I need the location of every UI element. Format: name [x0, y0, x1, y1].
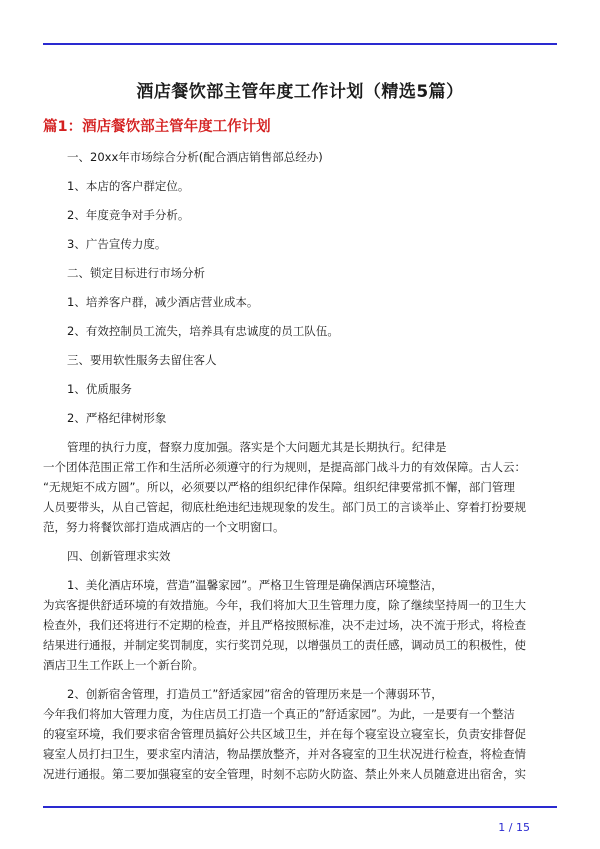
outline-item: 二、锁定目标进行市场分析 — [67, 266, 205, 280]
outline-item: 1、本店的客户群定位。 — [67, 179, 190, 193]
outline-item: 三、要用软性服务去留住客人 — [67, 353, 217, 367]
paragraph-line: 寝室人员打扫卫生，要求室内清洁，物品摆放整齐，并对各寝室的卫生状况进行检查，将检查情 — [43, 747, 526, 761]
paragraph-line: 2、创新宿舍管理，打造员工”舒适家园”宿舍的管理历来是一个薄弱环节， — [67, 687, 443, 701]
paragraph-line: 的寝室环境，我们要求宿舍管理员搞好公共区域卫生，并在每个寝室设立寝室长，负责安排督促 — [43, 727, 526, 741]
outline-item: 一、20xx年市场综合分析(配合酒店销售部总经办) — [67, 150, 323, 164]
outline-item: 1、优质服务 — [67, 382, 132, 396]
bottom-rule — [43, 806, 557, 808]
section-heading: 篇1：酒店餐饮部主管年度工作计划 — [43, 119, 271, 135]
paragraph-line: 管理的执行力度，督察力度加强。落实是个大问题尤其是长期执行。纪律是 — [67, 440, 447, 454]
document-body — [43, 147, 557, 793]
paragraph-line: 今年我们将加大管理力度，为住店员工打造一个真正的”舒适家园”。为此，一是要有一个整洁 — [43, 707, 515, 721]
paragraph-dormitory — [43, 684, 557, 784]
paragraph-line: 结果进行通报，并制定奖罚制度，实行奖罚兑现，以增强员工的责任感，调动员工的积极性，使 — [43, 638, 526, 652]
outline-item: 2、年度竞争对手分析。 — [67, 208, 190, 222]
paragraph-line: 1、美化酒店环境，营造”温馨家园”。严格卫生管理是确保酒店环境整洁， — [67, 578, 443, 592]
outline-item: 1、培养客户群，减少酒店营业成本。 — [67, 295, 259, 309]
outline-item: 2、有效控制员工流失，培养具有忠诚度的员工队伍。 — [67, 324, 339, 338]
paragraph-line: 一个团体范围正常工作和生活所必须遵守的行为规则，是提高部门战斗力的有效保障。古人云： — [43, 460, 526, 474]
page-number: 1 / 15 — [498, 821, 530, 834]
paragraph-line: 酒店卫生工作跃上一个新台阶。 — [43, 658, 204, 672]
outline-item: 2、严格纪律树形象 — [67, 411, 167, 425]
outline-item: 3、广告宣传力度。 — [67, 237, 167, 251]
paragraph-line: “无规矩不成方圆”。所以，必须要以严格的组织纪律作保障。组织纪律要常抓不懈，部门管理 — [43, 480, 515, 494]
paragraph-environment — [43, 575, 557, 675]
top-rule — [43, 43, 557, 45]
paragraph-line: 况进行通报。第二要加强寝室的安全管理，时刻不忘防火防盗、禁止外来人员随意进出宿舍，实 — [43, 767, 526, 781]
paragraph-line: 人员要带头，从自己管起，彻底杜绝违纪违规现象的发生。部门员工的言谈举止、穿着打扮要规 — [43, 500, 526, 514]
paragraph-line: 检查外，我们还将进行不定期的检查，并且严格按照标准，决不走过场，决不流于形式，将检查 — [43, 618, 526, 632]
paragraph-line: 为宾客提供舒适环境的有效措施。今年，我们将加大卫生管理力度，除了继续坚持周一的卫生大 — [43, 598, 526, 612]
outline-item: 四、创新管理求实效 — [67, 549, 171, 563]
document-title: 酒店餐饮部主管年度工作计划（精选5篇） — [136, 82, 464, 102]
paragraph-line: 范，努力将餐饮部打造成酒店的一个文明窗口。 — [43, 520, 285, 534]
paragraph-discipline — [43, 437, 557, 537]
